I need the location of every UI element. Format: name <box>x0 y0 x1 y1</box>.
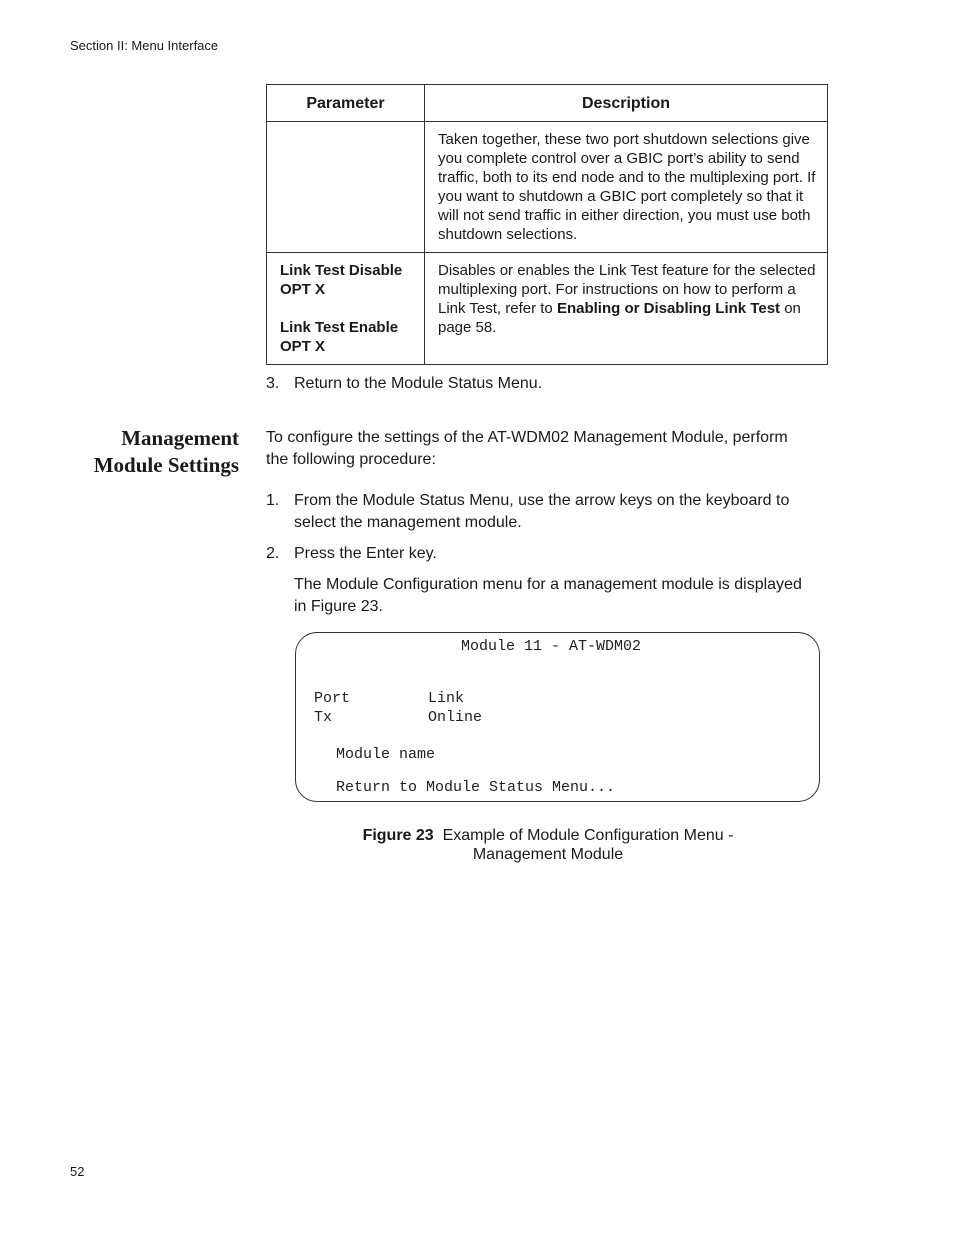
screen-link-value: Online <box>428 709 483 726</box>
column-header-parameter: Parameter <box>267 85 425 122</box>
step-text: From the Module Status Menu, use the arrow keys on the keyboard to select the management module. <box>294 492 790 531</box>
table-row <box>267 253 828 365</box>
step-number: 2. <box>266 545 280 562</box>
screen-port-value: Tx <box>314 709 333 726</box>
section-heading-line-1: Management <box>121 426 239 450</box>
parameter-name-link-test-disable: Link Test Disable OPT X <box>280 262 403 298</box>
caption-line-2: Management Module <box>472 846 624 863</box>
description-cell: Taken together, these two port shutdown selections give you complete control over a GBIC port’s ability to send traffic, both to its end node and to the multiplexing port. If you want to shutdown a GBIC port completely so that it will not send traffic in either direction, you must use both shutdown selections. <box>425 122 828 253</box>
screen-menu-item-return: Return to Module Status Menu... <box>336 779 616 796</box>
screen-port-header: Port <box>314 690 351 707</box>
figure-label: Figure 23 <box>362 827 434 844</box>
section-heading-line-2: Module Settings <box>93 453 239 477</box>
step-text: Press the Enter key. <box>294 545 437 562</box>
screen-link-header: Link <box>428 690 465 707</box>
step-number: 3. <box>266 375 280 392</box>
parameter-cell <box>267 253 425 365</box>
parameter-cell <box>267 122 425 253</box>
description-cell <box>425 253 828 365</box>
running-head: Section II: Menu Interface <box>70 38 219 53</box>
step-2 <box>266 543 831 565</box>
page-number: 52 <box>70 1164 85 1179</box>
caption-line-1: Example of Module Configuration Menu - <box>442 827 734 844</box>
screen-menu-item-module-name: Module name <box>336 746 436 763</box>
parameter-table <box>266 84 828 365</box>
screen-title: Module 11 - AT-WDM02 <box>461 638 642 655</box>
terminal-screen-figure <box>295 632 820 802</box>
figure-caption <box>300 826 796 864</box>
step-text: Return to the Module Status Menu. <box>294 375 543 392</box>
description-text: Disables or enables the Link Test feature for the selected multiplexing port. For instructions on how to perform a Link Test, refer to <box>438 262 816 317</box>
cross-reference-link[interactable]: Enabling or Disabling Link Test <box>556 300 781 317</box>
figure-reference-paragraph: The Module Configuration menu for a management module is displayed in Figure 23. <box>294 576 802 615</box>
step-3 <box>266 375 542 393</box>
table-header-row <box>267 85 828 122</box>
step-number: 1. <box>266 492 280 509</box>
intro-paragraph: To configure the settings of the AT-WDM02 Management Module, perform the following procedure: <box>266 429 788 468</box>
parameter-name-link-test-enable: Link Test Enable OPT X <box>280 319 399 355</box>
column-header-description: Description <box>425 85 828 122</box>
table-row <box>267 122 828 253</box>
description-text-end: on page 58. <box>438 300 801 336</box>
step-1 <box>266 490 831 534</box>
section-heading <box>60 425 239 479</box>
